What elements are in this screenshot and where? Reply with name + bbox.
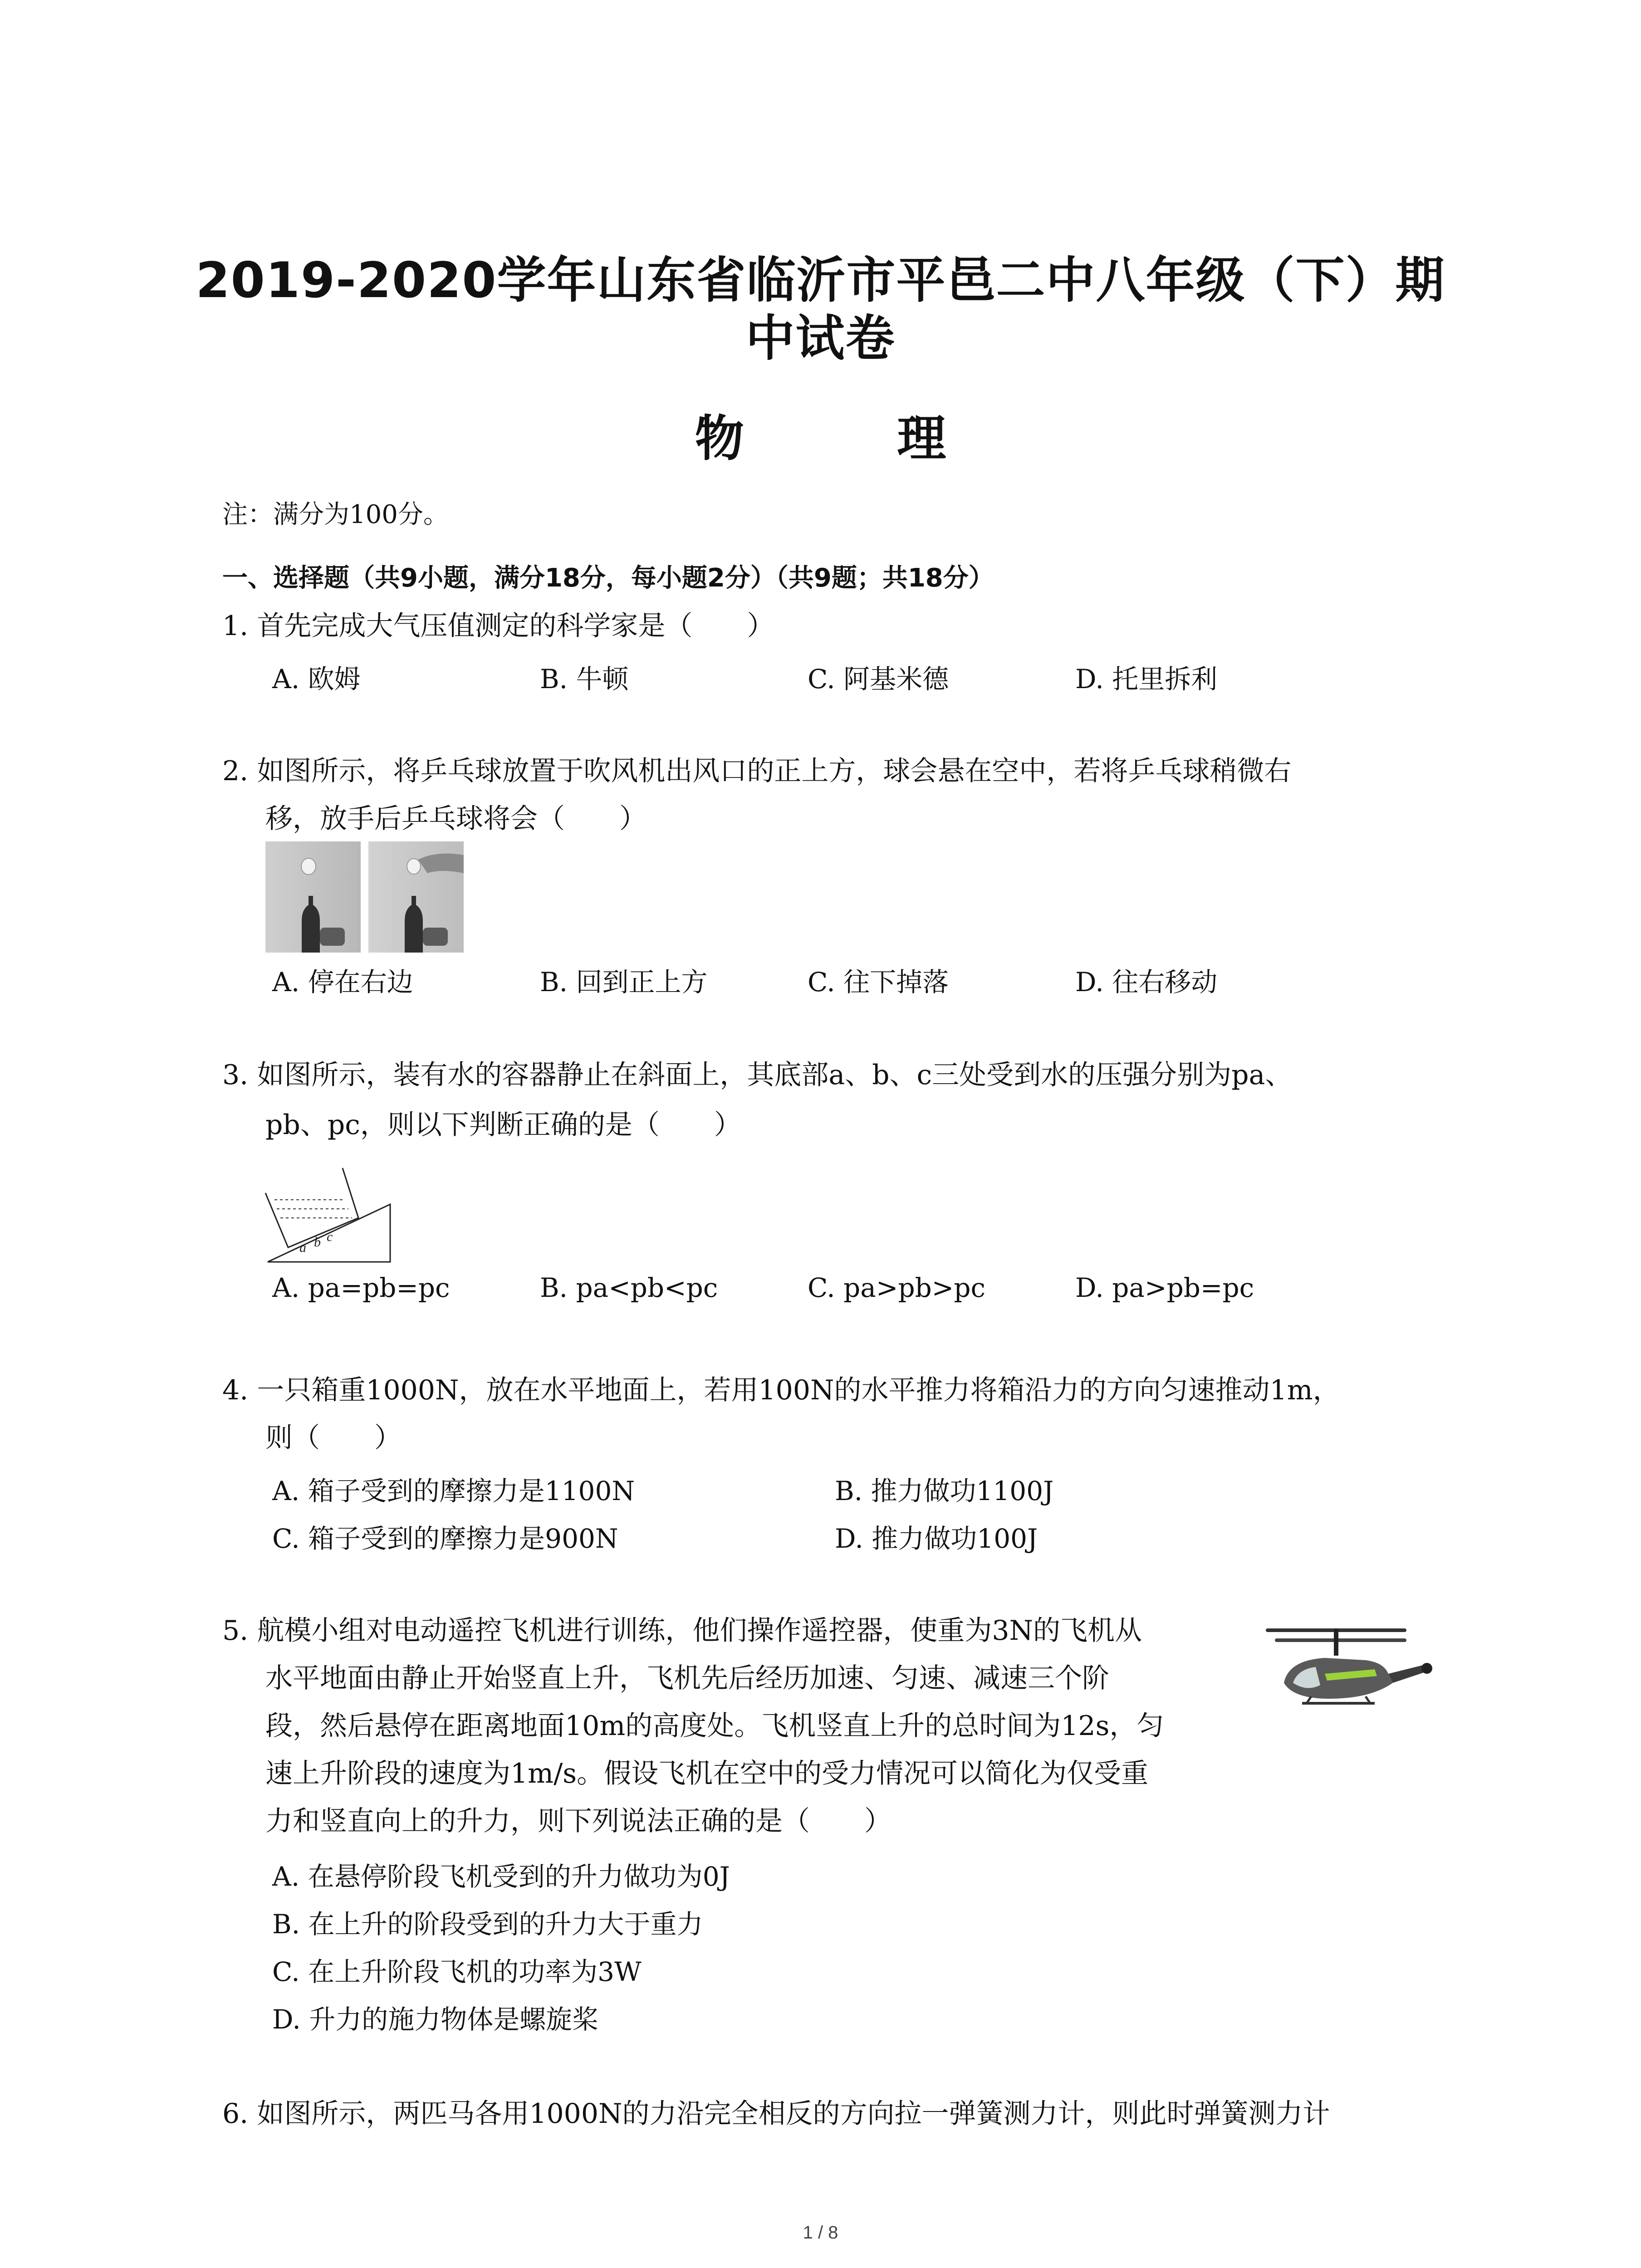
question-4-stem-line2: 则（ ） (265, 1422, 402, 1454)
question-5-line1: 5. 航模小组对电动遥控飞机进行训练，他们操作遥控器，使重为3N的飞机从 (222, 1615, 1142, 1647)
question-2-stem-line1: 2. 如图所示，将乒乓球放置于吹风机出风口的正上方，球会悬在空中，若将乒乓球稍微右 (222, 755, 1292, 787)
q3-label-a: a (299, 1240, 306, 1255)
question-3-stem-line1: 3. 如图所示，装有水的容器静止在斜面上，其底部a、b、c三处受到水的压强分别为pa、 (222, 1059, 1293, 1091)
q5-option-c: C. 在上升阶段飞机的功率为3W (272, 1956, 642, 1987)
question-5-line4: 速上升阶段的速度为1m/s。假设飞机在空中的受力情况可以简化为仅受重 (265, 1758, 1149, 1789)
q4-option-b: B. 推力做功1100J (835, 1476, 1054, 1506)
q1-option-d: D. 托里拆利 (1075, 664, 1218, 694)
question-5-line5: 力和竖直向上的升力，则下列说法正确的是（ ） (265, 1805, 892, 1837)
question-5-line3: 段，然后悬停在距离地面10m的高度处。飞机竖直上升的总时间为12s，匀 (265, 1710, 1164, 1742)
q2-option-d: D. 往右移动 (1075, 967, 1218, 997)
page-title-line2: 中试卷 (745, 310, 896, 367)
question-1-stem: 1. 首先完成大气压值测定的科学家是（ ） (222, 610, 774, 642)
question-5-line2: 水平地面由静止开始竖直上升，飞机先后经历加速、匀速、减速三个阶 (265, 1662, 1109, 1694)
q1-option-a: A. 欧姆 (272, 664, 361, 694)
q5-option-d: D. 升力的施力物体是螺旋桨 (272, 2004, 599, 2035)
score-note: 注：满分为100分。 (222, 500, 449, 529)
q5-option-a: A. 在悬停阶段飞机受到的升力做功为0J (272, 1861, 730, 1892)
q5-option-b: B. 在上升的阶段受到的升力大于重力 (272, 1909, 703, 1940)
q3-option-b: B. pa<pb<pc (540, 1272, 718, 1303)
q2-option-a: A. 停在右边 (272, 967, 413, 997)
question-2-stem-line2: 移，放手后乒乓球将会（ ） (265, 803, 647, 835)
q4-option-d: D. 推力做功100J (835, 1523, 1038, 1554)
question-4-stem-line1: 4. 一只箱重1000N，放在水平地面上，若用100N的水平推力将箱沿力的方向匀速推动1m， (222, 1374, 1340, 1406)
q2-photo-right (368, 841, 464, 953)
q5-helicopter-figure (1257, 1619, 1438, 1737)
q3-option-d: D. pa>pb=pc (1075, 1272, 1254, 1303)
q1-option-b: B. 牛顿 (540, 664, 629, 694)
q2-photo-left (265, 841, 361, 953)
q1-option-c: C. 阿基米德 (808, 664, 949, 694)
question-6-stem-line1: 6. 如图所示，两匹马各用1000N的力沿完全相反的方向拉一弹簧测力计，则此时弹簧测力计 (222, 2098, 1330, 2130)
q3-label-b: b (314, 1235, 321, 1250)
page-number: 1 / 8 (803, 2223, 838, 2243)
subject-title: 物 理 (695, 411, 1014, 467)
page-title: 2019-2020学年山东省临沂市平邑二中八年级（下）期 (196, 252, 1445, 309)
q4-option-a: A. 箱子受到的摩擦力是1100N (272, 1476, 635, 1506)
q2-option-c: C. 往下掉落 (808, 967, 949, 997)
q3-incline-figure (263, 1161, 395, 1266)
question-3-stem-line2: pb、pc，则以下判断正确的是（ ） (265, 1109, 741, 1141)
section-heading: 一、选择题（共9小题，满分18分，每小题2分）（共9题；共18分） (222, 563, 994, 593)
q3-option-a: A. pa=pb=pc (272, 1272, 450, 1303)
q2-option-b: B. 回到正上方 (540, 967, 708, 997)
q3-label-c: c (327, 1229, 333, 1244)
q4-option-c: C. 箱子受到的摩擦力是900N (272, 1523, 618, 1554)
q3-option-c: C. pa>pb>pc (808, 1272, 985, 1303)
